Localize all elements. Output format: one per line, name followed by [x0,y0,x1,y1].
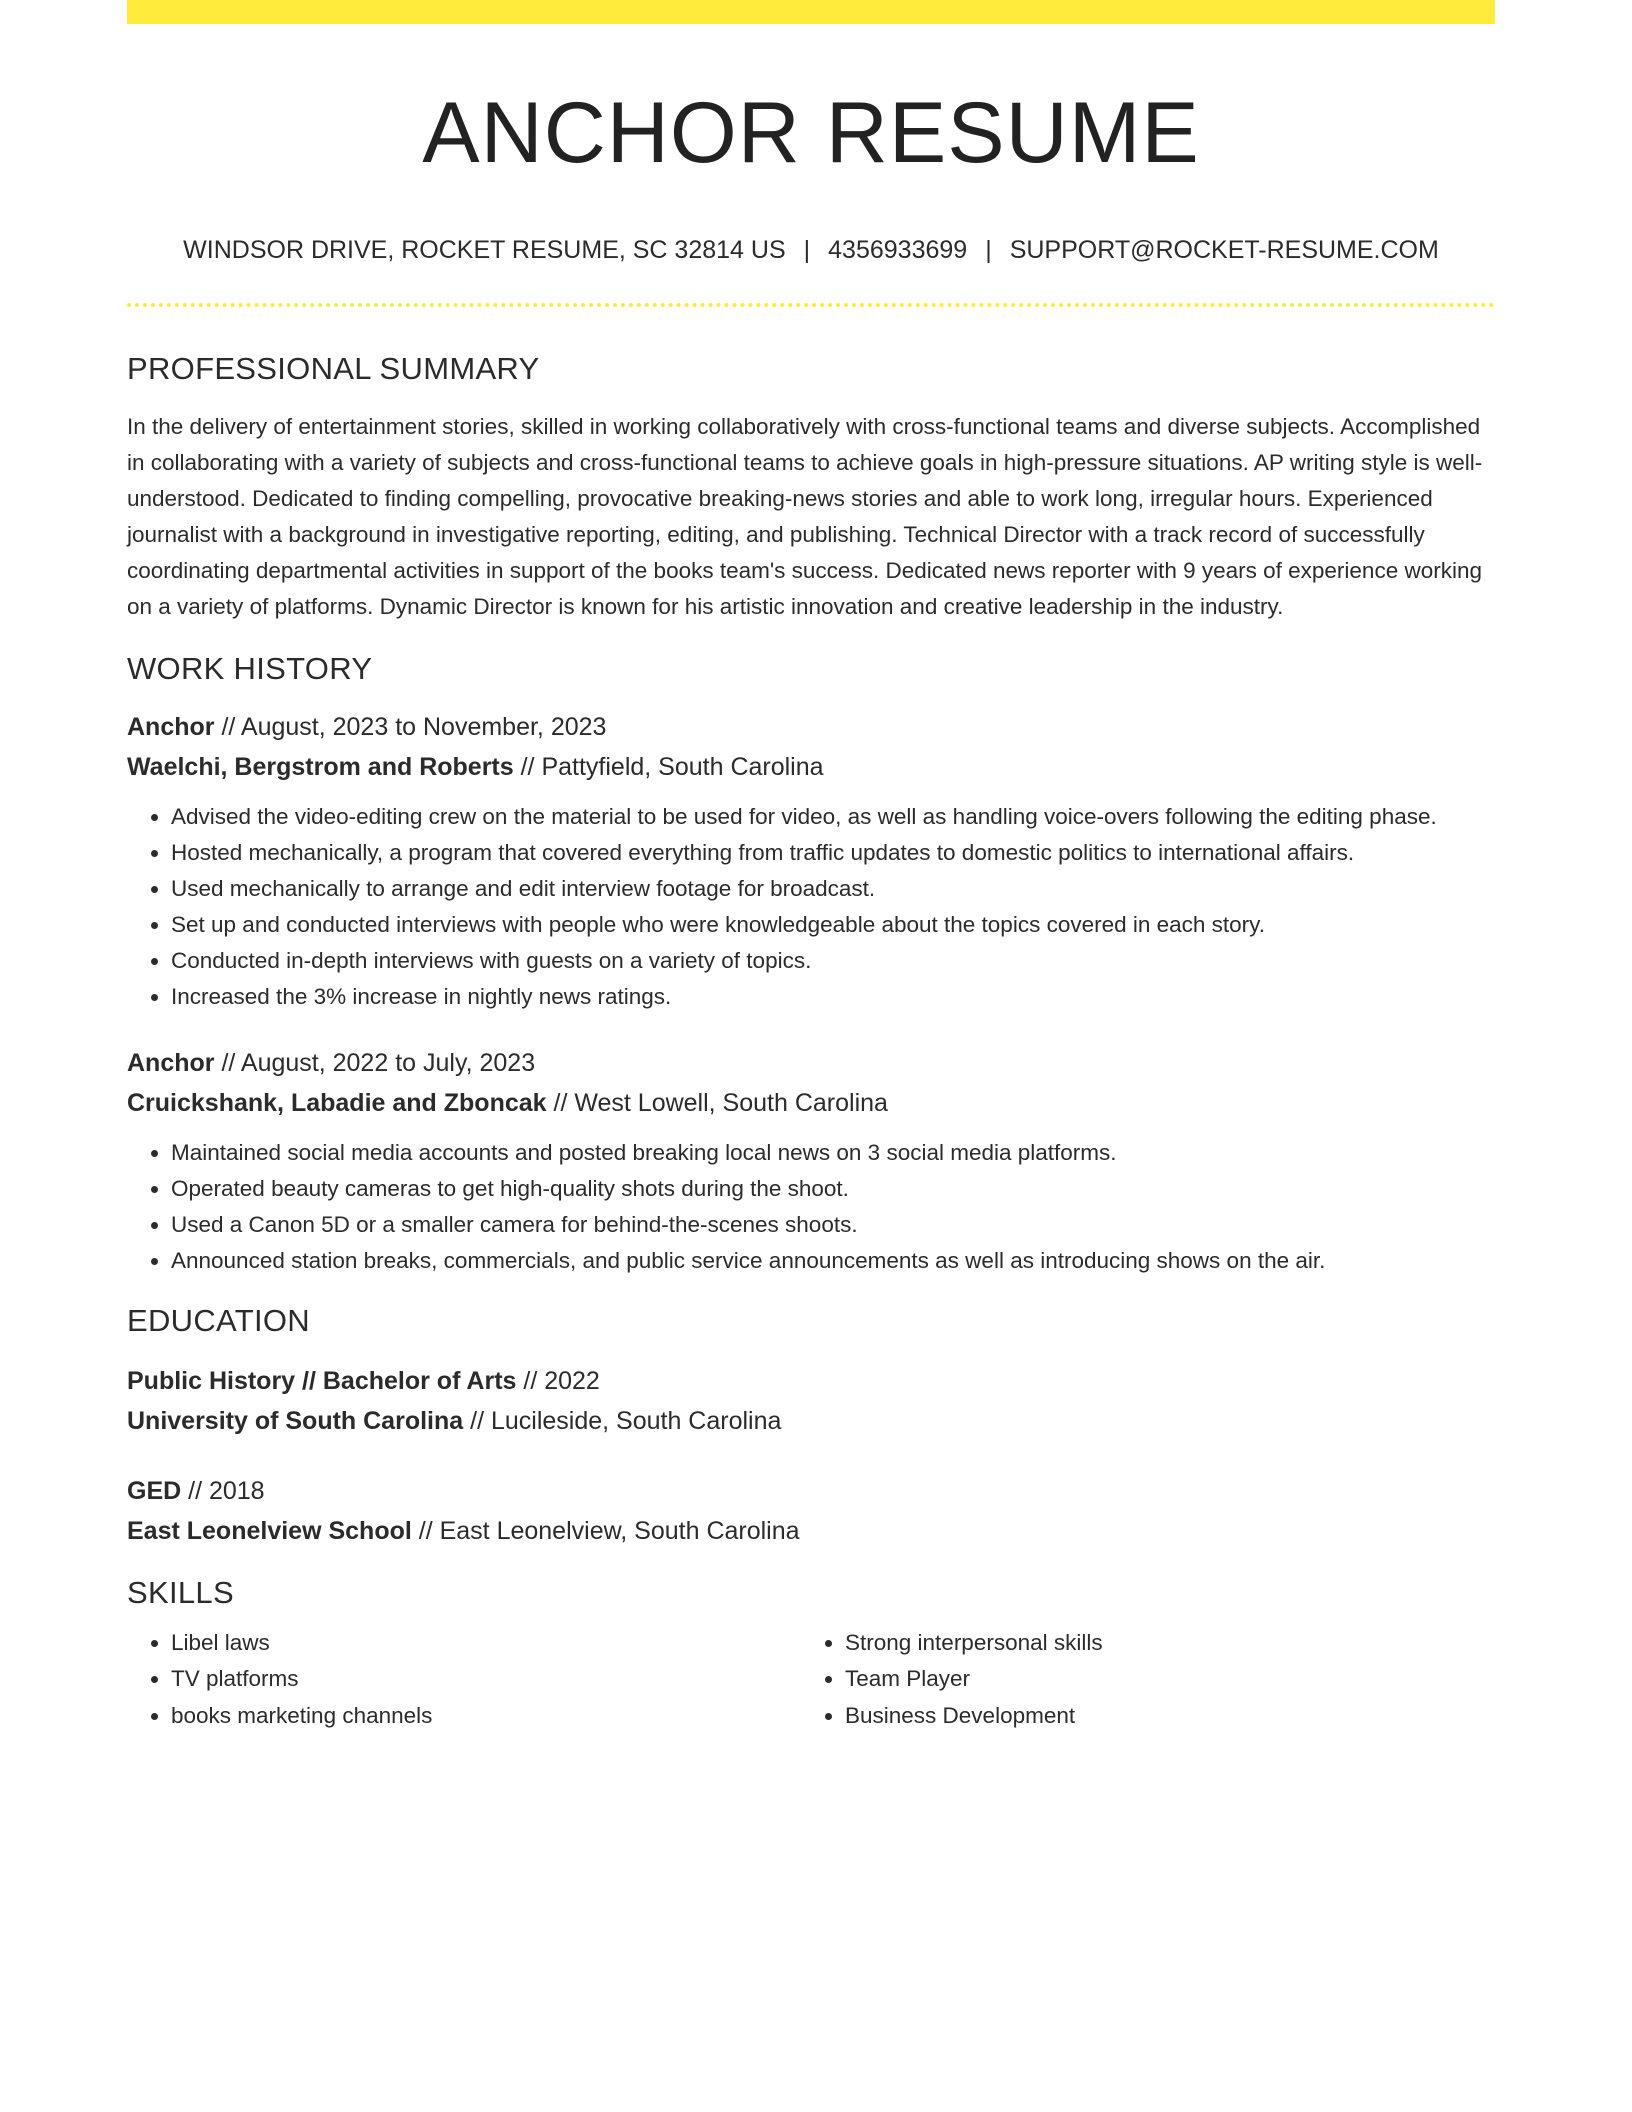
job-company-line [127,747,1495,787]
job-dates: // August, 2022 to July, 2023 [214,1048,536,1077]
job-location: // Pattyfield, South Carolina [513,752,824,781]
contact-separator: | [985,235,992,264]
education-degree: GED [127,1476,182,1505]
skills-heading: SKILLS [127,1574,234,1610]
education-year: // 2018 [181,1476,265,1505]
education-degree: Public History // Bachelor of Arts [127,1366,517,1395]
job-company: Waelchi, Bergstrom and Roberts [127,752,514,781]
skill-item: • Business Development [845,1698,1475,1735]
job-bullet: • Used mechanically to arrange and edit interview footage for broadcast. [171,871,1495,907]
skill-item: • TV platforms [171,1661,801,1698]
education-degree-line [127,1471,1495,1511]
summary-text: In the delivery of entertainment stories, skilled in working collaboratively with cross-functional teams and diverse subjects. Accomplished in collaborating with a variety of subjects and cross-functional teams to achieve goals in high-pressure situations. AP writing style is well-understood. Dedicated to finding compelling, provocative breaking-news stories and able to work long, irregular hours. Experienced journalist with a background in investigative reporting, editing, and publishing. Technical Director with a track record of successfully coordinating departmental activities in support of the books team's success. Dedicated news reporter with 9 years of experience working on a variety of platforms. Dynamic Director is known for his artistic innovation and creative leadership in the industry. [127,413,1483,619]
job-company: Cruickshank, Labadie and Zboncak [127,1088,547,1117]
skills-grid [127,1625,1495,1735]
contact-email: SUPPORT@ROCKET-RESUME.COM [1009,235,1439,264]
work-history-heading: WORK HISTORY [127,650,373,686]
job-bullet: • Advised the video-editing crew on the material to be used for video, as well as handling voice-overs following the editing phase. [171,799,1495,835]
education-school: University of South Carolina [127,1406,464,1435]
skills-list [127,1625,801,1735]
skill-item: • Team Player [845,1661,1475,1698]
skills-list [801,1625,1475,1735]
job-bullet: • Increased the 3% increase in nightly news ratings. [171,979,1495,1015]
accent-top-bar [127,0,1495,24]
dotted-divider [127,303,1495,307]
contact-address: WINDSOR DRIVE, ROCKET RESUME, SC 32814 US [183,235,786,264]
job-role-line [127,707,1495,747]
job-role: Anchor [127,1048,215,1077]
job-bullet: • Hosted mechanically, a program that covered everything from traffic updates to domestic politics to international affairs. [171,835,1495,871]
resume-name: ANCHOR RESUME [422,85,1200,181]
skill-item: • Libel laws [171,1625,801,1662]
job-bullet: • Operated beauty cameras to get high-quality shots during the shoot. [171,1171,1495,1207]
skills-column-left [127,1625,801,1735]
job-role: Anchor [127,712,215,741]
education-year: // 2022 [516,1366,600,1395]
contact-separator: | [803,235,811,264]
job-company-line [127,1083,1495,1123]
contact-line [127,235,1495,265]
skill-item: • Strong interpersonal skills [845,1625,1475,1662]
job-dates: // August, 2023 to November, 2023 [214,712,607,741]
job-location: // West Lowell, South Carolina [546,1088,888,1117]
education-school: East Leonelview School [127,1516,412,1545]
job-bullets [127,799,1495,1015]
skills-column-right [801,1625,1475,1735]
job-bullet: • Conducted in-depth interviews with guests on a variety of topics. [171,943,1495,979]
job-entry [127,707,1495,1015]
summary-heading: PROFESSIONAL SUMMARY [127,350,540,386]
education-location: // Lucileside, South Carolina [463,1406,782,1435]
contact-phone: 4356933699 [828,235,968,264]
job-role-line [127,1043,1495,1083]
job-bullet: • Announced station breaks, commercials, and public service announcements as well as introducing shows on the air. [171,1243,1495,1279]
resume-page [127,0,1495,1734]
education-school-line [127,1401,1495,1441]
education-school-line [127,1511,1495,1551]
education-heading: EDUCATION [127,1302,310,1338]
skill-item: • books marketing channels [171,1698,801,1735]
education-location: // East Leonelview, South Carolina [411,1516,800,1545]
job-bullet: • Set up and conducted interviews with people who were knowledgeable about the topics covered in each story. [171,907,1495,943]
job-bullets [127,1135,1495,1279]
job-bullet: • Used a Canon 5D or a smaller camera for behind-the-scenes shoots. [171,1207,1495,1243]
job-entry [127,1043,1495,1279]
job-bullet: • Maintained social media accounts and posted breaking local news on 3 social media platforms. [171,1135,1495,1171]
education-degree-line [127,1361,1495,1401]
education-entry [127,1471,1495,1551]
education-entry [127,1361,1495,1441]
